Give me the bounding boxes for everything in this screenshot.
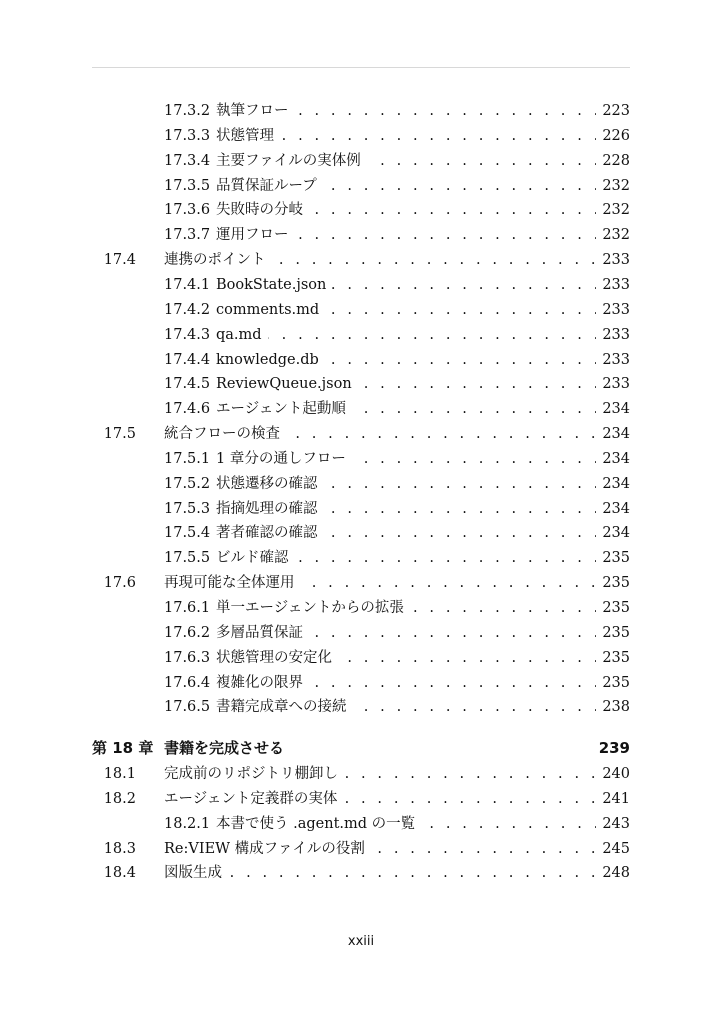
toc-entry-page: 241 xyxy=(596,788,630,810)
toc-entry-title: 主要ファイルの実体例 xyxy=(216,150,367,172)
toc-entry-title: 多層品質保証 xyxy=(216,622,309,644)
toc-entry-number: 18.4 xyxy=(103,865,136,881)
toc-entry-number: 17.4 xyxy=(103,252,136,268)
toc-entry-title: 著者確認の確認 xyxy=(216,522,324,544)
toc-entry-title: Re:VIEW 構成ファイルの役割 xyxy=(164,838,371,860)
toc-entry[interactable] xyxy=(0,572,722,594)
toc-entry-number: 17.5 xyxy=(103,426,136,442)
toc-entry[interactable] xyxy=(0,349,722,371)
header-rule xyxy=(92,67,630,68)
toc-entry-page: 234 xyxy=(596,522,630,544)
toc-entry[interactable] xyxy=(0,224,722,246)
toc-entry-page: 233 xyxy=(596,349,630,371)
toc-entry[interactable] xyxy=(0,100,722,122)
toc-entry[interactable] xyxy=(0,813,722,835)
toc-entry[interactable] xyxy=(0,547,722,569)
toc-dot-leader xyxy=(216,324,630,346)
toc-entry[interactable] xyxy=(0,274,722,296)
chapter-page: 239 xyxy=(598,739,630,757)
toc-entry-number: 17.3.4 xyxy=(164,153,211,169)
toc-entry-title: 状態管理 xyxy=(216,125,280,147)
toc-entry-page: 234 xyxy=(596,448,630,470)
toc-entry-page: 248 xyxy=(596,862,630,884)
toc-entry-page: 233 xyxy=(596,324,630,346)
toc-entry[interactable] xyxy=(0,498,722,520)
toc-entry-page: 235 xyxy=(596,572,630,594)
chapter-title: 書籍を完成させる xyxy=(164,739,285,757)
toc-entry-title: 単一エージェントからの拡張 xyxy=(216,597,410,619)
chapter-label: 第 18 章 xyxy=(92,739,154,757)
toc-entry-page: 223 xyxy=(596,100,630,122)
toc-entry-title: 運用フロー xyxy=(216,224,295,246)
toc-entry-title: 図版生成 xyxy=(164,862,228,884)
toc-entry[interactable] xyxy=(0,423,722,445)
toc-entry-page: 233 xyxy=(596,299,630,321)
toc-entry-number: 17.4.6 xyxy=(164,401,211,417)
toc-entry-title: 本書で使う .agent.md の一覧 xyxy=(216,813,421,835)
toc-entry-number: 17.6.2 xyxy=(164,625,211,641)
toc-entry-title: エージェント起動順 xyxy=(216,398,352,420)
toc-entry[interactable] xyxy=(0,249,722,271)
toc-entry-title: エージェント定義群の実体 xyxy=(164,788,343,810)
toc-entry[interactable] xyxy=(0,398,722,420)
toc-entry-page: 232 xyxy=(596,175,630,197)
toc-entry-number: 17.4.2 xyxy=(164,302,211,318)
toc-entry[interactable] xyxy=(0,838,722,860)
toc-entry-number: 17.3.5 xyxy=(164,178,211,194)
toc-entry-title: 複雑化の限界 xyxy=(216,672,309,694)
toc-entry-number: 17.4.1 xyxy=(164,277,211,293)
toc-entry-number: 17.5.3 xyxy=(164,501,211,517)
toc-entry-page: 235 xyxy=(596,597,630,619)
toc-entry-number: 17.4.5 xyxy=(164,376,211,392)
toc-entry-page: 235 xyxy=(596,647,630,669)
toc-entry-title: 状態管理の安定化 xyxy=(216,647,338,669)
toc-entry-title: 失敗時の分岐 xyxy=(216,199,309,221)
toc-entry-number: 17.5.4 xyxy=(164,525,211,541)
toc-entry-page: 235 xyxy=(596,622,630,644)
toc-entry-page: 226 xyxy=(596,125,630,147)
toc-entry[interactable] xyxy=(0,125,722,147)
toc-entry[interactable] xyxy=(0,672,722,694)
toc-entry[interactable] xyxy=(0,622,722,644)
toc-entry-page: 243 xyxy=(596,813,630,835)
toc-entry[interactable] xyxy=(0,199,722,221)
toc-entry-number: 17.6.1 xyxy=(164,600,211,616)
toc-entry-title: comments.md xyxy=(216,299,325,321)
toc-entry-page: 234 xyxy=(596,398,630,420)
toc-entry[interactable] xyxy=(0,175,722,197)
toc-entry-title: 書籍完成章への接続 xyxy=(216,696,353,718)
toc-entry-title: ビルド確認 xyxy=(216,547,295,569)
toc-entry-page: 234 xyxy=(596,473,630,495)
toc-entry-page: 233 xyxy=(596,249,630,271)
toc-entry-number: 18.3 xyxy=(103,841,136,857)
toc-entry-page: 234 xyxy=(596,498,630,520)
toc-entry-number: 17.6.4 xyxy=(164,675,211,691)
toc-entry-number: 17.5.2 xyxy=(164,476,211,492)
toc-entry[interactable] xyxy=(0,150,722,172)
toc-entry-page: 232 xyxy=(596,224,630,246)
toc-entry[interactable] xyxy=(0,522,722,544)
toc-entry-title: 品質保証ループ xyxy=(216,175,323,197)
toc-entry-title: 状態遷移の確認 xyxy=(216,473,324,495)
toc-entry-title: BookState.json xyxy=(216,274,332,296)
toc-entry[interactable] xyxy=(0,299,722,321)
toc-entry-number: 17.3.7 xyxy=(164,227,211,243)
toc-entry-title: 再現可能な全体運用 xyxy=(164,572,301,594)
toc-dot-leader xyxy=(164,862,630,884)
toc-entry[interactable] xyxy=(0,324,722,346)
toc-entry-page: 233 xyxy=(596,373,630,395)
toc-entry-page: 228 xyxy=(596,150,630,172)
toc-entry-page: 235 xyxy=(596,547,630,569)
toc-entry[interactable] xyxy=(0,763,722,785)
toc-entry-number: 17.6 xyxy=(103,575,136,591)
toc-entry-number: 18.2 xyxy=(103,791,136,807)
toc-entry-page: 232 xyxy=(596,199,630,221)
toc-entry-title: qa.md xyxy=(216,324,268,346)
toc-entry-number: 17.3.2 xyxy=(164,103,211,119)
toc-entry[interactable] xyxy=(0,597,722,619)
toc-entry-page: 238 xyxy=(596,696,630,718)
toc-entry-number: 17.6.3 xyxy=(164,650,211,666)
toc-entry-number: 17.6.5 xyxy=(164,699,211,715)
page-number: xxiii xyxy=(347,934,375,949)
toc-entry[interactable] xyxy=(0,696,722,718)
toc-entry-title: knowledge.db xyxy=(216,349,325,371)
toc-entry-number: 17.3.3 xyxy=(164,128,211,144)
toc-entry-number: 18.2.1 xyxy=(164,816,211,832)
toc-entry-number: 17.5.5 xyxy=(164,550,211,566)
toc-entry-title: 執筆フロー xyxy=(216,100,295,122)
toc-entry[interactable] xyxy=(0,862,722,884)
toc-entry-title: 完成前のリポジトリ棚卸し xyxy=(164,763,344,785)
toc-entry-number: 17.4.3 xyxy=(164,327,211,343)
toc-entry-page: 235 xyxy=(596,672,630,694)
toc-entry[interactable] xyxy=(0,473,722,495)
toc-entry-title: 1 章分の通しフロー xyxy=(216,448,352,470)
toc-entry-page: 234 xyxy=(596,423,630,445)
toc-entry-title: 指摘処理の確認 xyxy=(216,498,324,520)
toc-entry[interactable] xyxy=(0,448,722,470)
toc-entry[interactable] xyxy=(0,788,722,810)
toc-entry[interactable] xyxy=(0,647,722,669)
toc-entry-title: 連携のポイント xyxy=(164,249,272,271)
chapter-heading[interactable] xyxy=(0,736,722,760)
toc-entry-page: 233 xyxy=(596,274,630,296)
toc-entry-number: 17.4.4 xyxy=(164,352,211,368)
toc-entry-title: 統合フローの検査 xyxy=(164,423,286,445)
toc-entry-number: 17.5.1 xyxy=(164,451,211,467)
toc-entry-number: 18.1 xyxy=(103,766,136,782)
toc-entry[interactable] xyxy=(0,373,722,395)
toc-entry-title: ReviewQueue.json xyxy=(216,373,358,395)
toc-entry-page: 240 xyxy=(596,763,630,785)
toc-entry-page: 245 xyxy=(596,838,630,860)
toc-entry-number: 17.3.6 xyxy=(164,202,211,218)
